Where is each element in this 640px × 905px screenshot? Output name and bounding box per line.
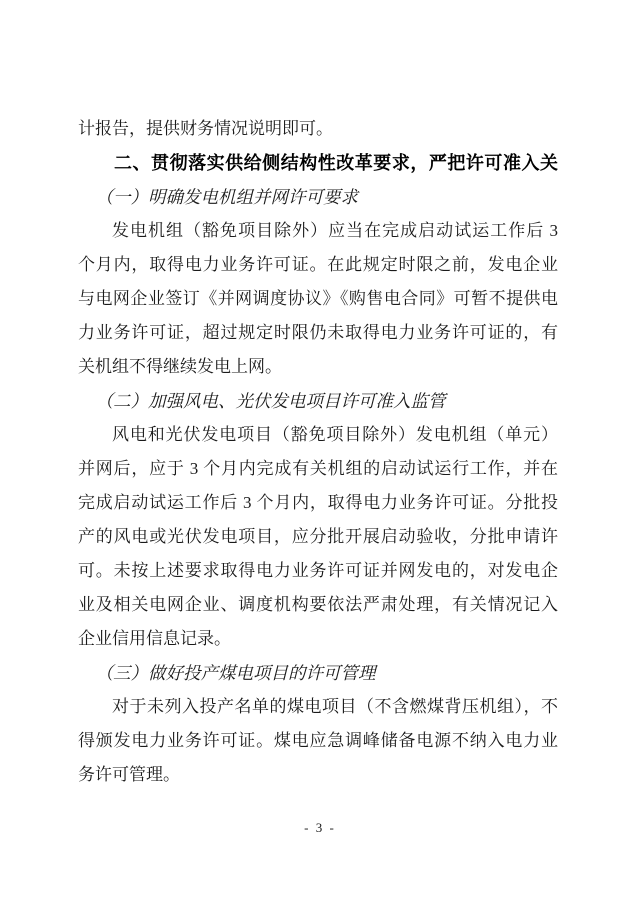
subsection-heading: （一）明确发电机组并网许可要求 <box>95 187 358 207</box>
body-line: 风电和光伏发电项目（豁免项目除外）发电机组（单元） <box>112 425 558 444</box>
body-line: 业及相关电网企业、调度机构要依法严肃处理，有关情况记入 <box>78 595 558 614</box>
body-line: 产的风电或光伏发电项目，应分批开展启动验收，分批申请许 <box>78 527 558 546</box>
subsection-heading: （二）加强风电、光伏发电项目许可准入监管 <box>95 391 446 411</box>
body-line: 可。未按上述要求取得电力业务许可证并网发电的，对发电企 <box>78 561 558 580</box>
section-heading: 二、贯彻落实供给侧结构性改革要求，严把许可准入关 <box>114 153 558 173</box>
document-text-column <box>78 112 558 792</box>
body-line: 发电机组（豁免项目除外）应当在完成启动试运工作后 3 <box>112 221 558 240</box>
body-line: 并网后，应于 3 个月内完成有关机组的启动试运行工作，并在 <box>78 459 558 478</box>
body-line: 计报告，提供财务情况说明即可。 <box>78 119 333 138</box>
body-line: 企业信用信息记录。 <box>78 629 231 648</box>
subsection-heading: （三）做好投产煤电项目的许可管理 <box>95 663 376 683</box>
body-line: 关机组不得继续发电上网。 <box>78 357 282 376</box>
page-number: - 3 - <box>304 820 336 835</box>
body-line: 与电网企业签订《并网调度协议》《购售电合同》可暂不提供电 <box>78 289 558 308</box>
body-line: 得颁发电力业务许可证。煤电应急调峰储备电源不纳入电力业 <box>78 731 558 750</box>
body-line: 对于未列入投产名单的煤电项目（不含燃煤背压机组），不 <box>112 697 558 716</box>
body-line: 务许可管理。 <box>78 765 180 784</box>
body-line: 力业务许可证，超过规定时限仍未取得电力业务许可证的，有 <box>78 323 558 342</box>
body-line: 完成启动试运工作后 3 个月内，取得电力业务许可证。分批投 <box>78 493 558 512</box>
body-line: 个月内，取得电力业务许可证。在此规定时限之前，发电企业 <box>78 255 558 274</box>
